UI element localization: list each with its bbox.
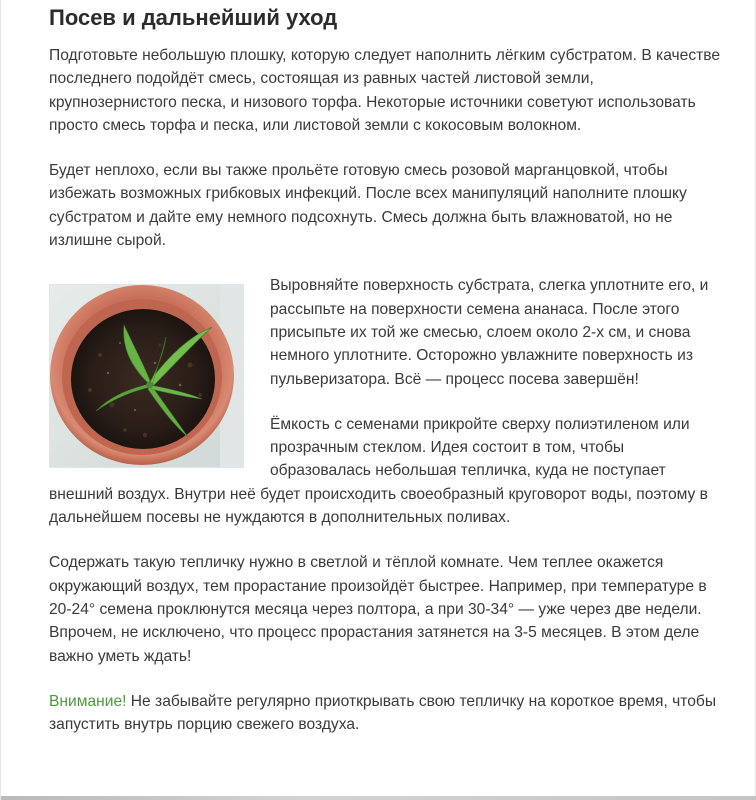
paragraph-disinfection: Будет неплохо, если вы также прольёте готовую смесь розовой марганцовкой, чтобы избежать возможных грибковых инфекций. После всех манипуляций наполните плошку субстратом и дайте ему немного подсохнуть. Смесь должна быть влажноватой, но не излишне сырой.: [49, 162, 687, 250]
paragraph-substrate: Подготовьте небольшую плошку, которую следует наполнить лёгким субстратом. В качестве последнего подойдёт смесь, состоящая из равных частей листовой земли, крупнозернистого песка, и низового торфа. Некоторые источники советуют использовать просто смесь торфа и песка, или листовой земли с кокосовым волокном.: [49, 47, 721, 134]
note-text: Не забывайте регулярно приоткрывать свою тепличку на короткое время, чтобы запустить внутрь порцию свежего воздуха.: [49, 692, 717, 734]
note-label: Внимание!: [49, 692, 127, 710]
note-paragraph: [49, 690, 721, 737]
seedling-photo: [49, 284, 244, 468]
article-heading: Посев и дальнейший уход: [49, 5, 338, 30]
bottom-divider: [1, 796, 756, 800]
article: [49, 4, 721, 758]
pineapple-seedling-photo: [50, 285, 243, 467]
paragraph-temperature: Содержать такую тепличку нужно в светлой и тёплой комнате. Чем теплее окажется окружающий воздух, тем прорастание произойдёт быстрее. Например, при температуре в 20-24° семена проклюнутся месяца через полтора, а при 30-34° — уже через две недели. Впрочем, не исключено, что процесс прорастания затянется на 3-5 месяцев. В этом деле важно уметь ждать!: [49, 554, 707, 665]
paragraph-greenhouse: Ёмкость с семенами прикройте сверху полиэтиленом или прозрачным стеклом. Идея состоит в том, чтобы образовалась небольшая тепличка, куда не поступает внешний воздух. Внутри неё будет происходить своеобразный круговорот воды, поэтому в дальнейшем посевы не нуждаются в дополнительных поливах.: [49, 415, 708, 527]
paragraph-sowing: Выровняйте поверхность субстрата, слегка уплотните его, и рассыпьте на поверхности семена ананаса. После этого присыпьте их той же смесью, слоем около 2-х см, и снова немного уплотните. Осторожно увлажните поверхность из пульверизатора. Всё — процесс посева завершён!: [270, 277, 709, 388]
